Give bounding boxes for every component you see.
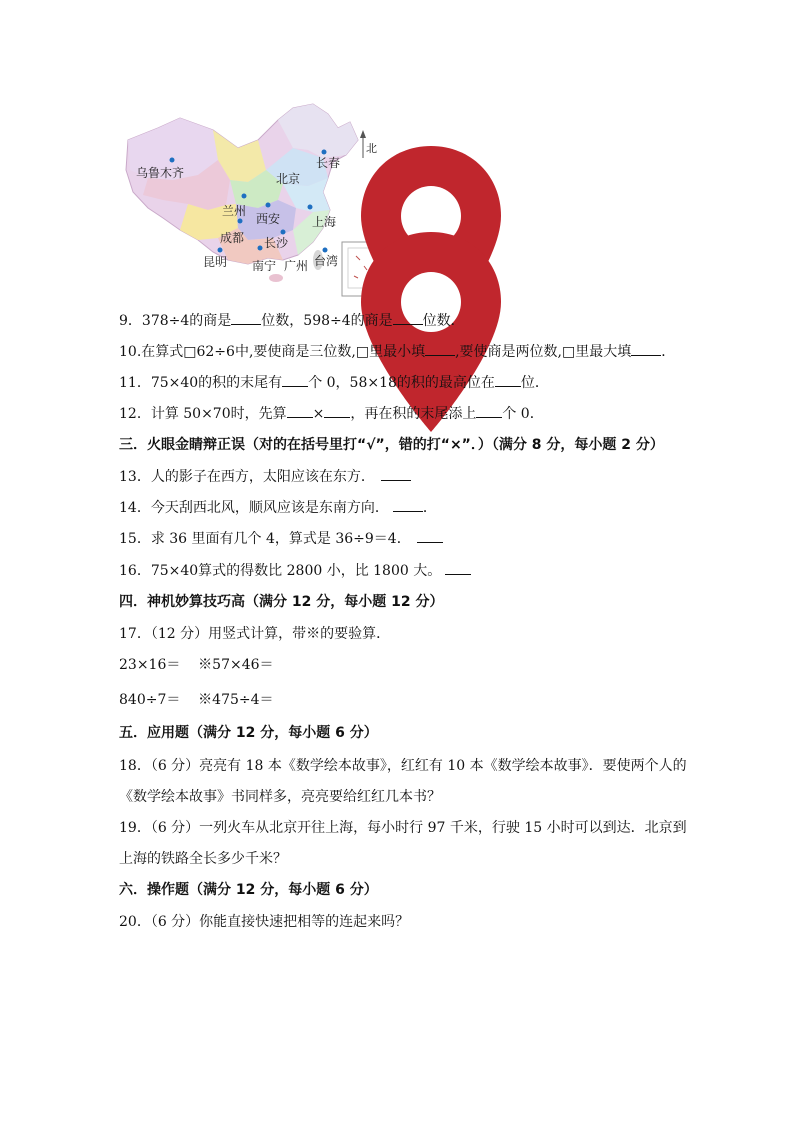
city-nanning: 南宁: [252, 259, 277, 273]
question-20: 20．（6 分）你能直接快速把相等的连起来吗？: [119, 914, 410, 930]
question-18-line-1: 18．（6 分）亮亮有 18 本《数学绘本故事》，红红有 10 本《数学绘本故事》．要使两个人的: [119, 758, 687, 774]
answer-blank[interactable]: [476, 405, 502, 418]
city-changsha: 长沙: [264, 236, 289, 250]
city-urumqi: 乌鲁木齐: [136, 166, 185, 180]
answer-blank[interactable]: [324, 405, 350, 418]
question-9: 9．378÷4的商是 位数，598÷4的商是 位数．: [119, 313, 465, 329]
question-15: 15．求 36 里面有几个 4，算式是 36÷9＝4．: [119, 530, 443, 548]
location-pin-icon: [286, 232, 576, 432]
city-xian: 西安: [256, 212, 281, 226]
answer-blank[interactable]: [231, 312, 261, 325]
calc-row-1: 23×16＝ ※57×46＝: [119, 657, 274, 673]
question-18-line-2: 《数学绘本故事》书同样多，亮亮要给红红几本书？: [119, 789, 441, 805]
question-17: 17．（12 分）用竖式计算，带※的要验算．: [119, 626, 391, 642]
city-beijing: 北京: [276, 172, 301, 186]
answer-blank[interactable]: [287, 405, 313, 418]
question-13: 13．人的影子在西方，太阳应该在东方．: [119, 468, 411, 486]
answer-blank[interactable]: [381, 468, 411, 481]
answer-blank[interactable]: [445, 562, 471, 575]
city-taiwan: 台湾: [314, 254, 339, 268]
answer-blank[interactable]: [393, 312, 423, 325]
question-16: 16．75×40算式的得数比 2800 小，比 1800 大。: [119, 562, 471, 580]
city-lanzhou: 兰州: [222, 204, 247, 218]
city-changchun: 长春: [316, 156, 341, 170]
china-map: [118, 100, 408, 300]
city-guangzhou: 广州: [284, 259, 309, 273]
city-shanghai: 上海: [312, 215, 337, 229]
city-kunming: 昆明: [203, 255, 228, 269]
calc-row-2: 840÷7＝ ※475÷4＝: [119, 692, 274, 708]
answer-blank[interactable]: [393, 499, 423, 512]
answer-blank[interactable]: [425, 343, 455, 356]
section-4-heading: 四．神机妙算技巧高（满分 12 分，每小题 12 分）: [119, 594, 444, 610]
city-chengdu: 成都: [220, 231, 245, 245]
answer-blank[interactable]: [631, 343, 661, 356]
section-3-heading: 三．火眼金睛辩正误（对的在括号里打“√”，错的打“×”．）（满分 8 分，每小题 2 分）: [119, 437, 664, 453]
question-10: 10.在算式□62÷6中,要使商是三位数,□里最小填 ,要使商是两位数,□里最大填 ．: [119, 344, 676, 360]
question-14: 14．今天刮西北风，顺风应该是东南方向． ．: [119, 500, 437, 516]
answer-blank[interactable]: [495, 374, 521, 387]
answer-blank[interactable]: [282, 374, 308, 387]
question-19-line-1: 19．（6 分）一列火车从北京开往上海，每小时行 97 千米，行驶 15 小时可以到达．北京到: [119, 820, 687, 836]
question-12: 12．计算 50×70时，先算 × ，再在积的末尾添上 个 0．: [119, 406, 544, 422]
answer-blank[interactable]: [417, 530, 443, 543]
section-5-heading: 五．应用题（满分 12 分，每小题 6 分）: [119, 725, 378, 741]
question-11: 11．75×40的积的末尾有 个 0，58×18的积的最高位在 位．: [119, 375, 549, 391]
section-6-heading: 六．操作题（满分 12 分，每小题 6 分）: [119, 882, 378, 898]
north-label: 北: [366, 142, 377, 155]
question-19-line-2: 上海的铁路全长多少千米？: [119, 851, 287, 867]
